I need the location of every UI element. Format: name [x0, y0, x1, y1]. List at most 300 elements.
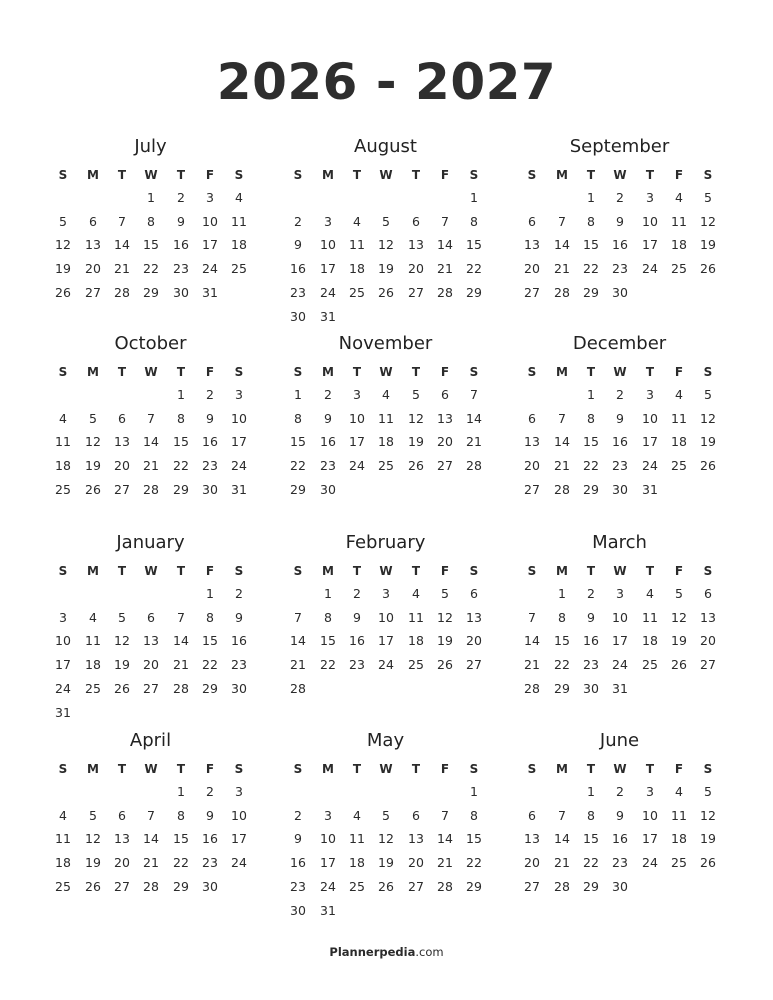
day-cell: 2 [294, 213, 302, 229]
day-cell: 10 [202, 213, 218, 229]
day-cell: 15 [173, 434, 189, 450]
day-cell: 14 [437, 831, 453, 847]
day-cell: 6 [470, 586, 478, 601]
weekday-header: W [379, 365, 393, 379]
weekday-header: W [613, 564, 627, 578]
day-cell: 9 [587, 609, 595, 625]
day-cell: 6 [441, 387, 449, 402]
day-cell: 8 [324, 609, 332, 625]
day-cell: 9 [353, 609, 361, 625]
day-cell: 28 [143, 481, 159, 497]
day-cell: 5 [382, 807, 390, 823]
day-cell: 14 [437, 237, 453, 253]
weekday-header: S [527, 564, 537, 578]
day-cell: 10 [55, 633, 71, 649]
footer-domain: .com [415, 945, 444, 959]
day-cell: 15 [466, 831, 482, 847]
day-cell: 31 [612, 680, 628, 696]
weekday-header: M [322, 564, 334, 578]
footer-brand [0, 944, 773, 960]
day-cell: 24 [231, 458, 247, 474]
day-cell: 6 [412, 807, 420, 823]
day-cell: 27 [524, 284, 540, 300]
day-cell: 15 [290, 434, 306, 450]
day-cell: 9 [616, 410, 624, 426]
day-cell: 10 [231, 807, 247, 823]
day-cell: 23 [612, 261, 628, 277]
day-cell: 8 [147, 213, 155, 229]
day-cell: 13 [524, 831, 540, 847]
day-cell: 11 [671, 807, 687, 823]
day-cell: 26 [114, 680, 130, 696]
weekday-header: T [176, 564, 186, 578]
day-cell: 11 [671, 410, 687, 426]
weekday-header: F [440, 168, 450, 182]
day-cell: 4 [412, 586, 420, 601]
day-cell: 27 [408, 284, 424, 300]
day-cell: 31 [320, 902, 336, 918]
day-cell: 19 [378, 261, 394, 277]
day-cell: 25 [85, 680, 101, 696]
day-cell: 16 [612, 237, 628, 253]
weekday-header: M [87, 365, 99, 379]
weekday-header: F [205, 168, 215, 182]
day-cell: 30 [320, 481, 336, 497]
day-cell: 7 [147, 410, 155, 426]
day-cell: 11 [231, 213, 247, 229]
day-cell: 1 [294, 387, 302, 402]
day-cell: 3 [324, 807, 332, 823]
day-cell: 20 [524, 261, 540, 277]
weekday-header: M [556, 762, 568, 776]
weekday-header: T [645, 564, 655, 578]
day-cell: 13 [114, 831, 130, 847]
day-cell: 3 [206, 190, 214, 205]
day-cell: 8 [587, 213, 595, 229]
day-cell: 4 [675, 190, 683, 205]
day-cell: 12 [85, 831, 101, 847]
day-cell: 23 [612, 458, 628, 474]
weekday-header: W [379, 564, 393, 578]
weekday-header: T [411, 762, 421, 776]
day-cell: 22 [583, 261, 599, 277]
weekday-header: T [117, 762, 127, 776]
weekday-header: T [586, 365, 596, 379]
footer-brand-name: Plannerpedia [329, 945, 416, 959]
day-cell: 3 [616, 586, 624, 601]
day-cell: 18 [349, 261, 365, 277]
day-cell: 24 [202, 261, 218, 277]
weekday-header: W [613, 365, 627, 379]
month-name: December [572, 333, 667, 354]
month-name: March [592, 532, 647, 553]
day-cell: 10 [642, 410, 658, 426]
day-cell: 9 [235, 609, 243, 625]
day-cell: 15 [320, 633, 336, 649]
day-cell: 17 [320, 855, 336, 871]
weekday-header: S [58, 365, 68, 379]
month-name: May [366, 730, 405, 751]
weekday-header: T [117, 564, 127, 578]
day-cell: 24 [642, 261, 658, 277]
day-cell: 19 [700, 831, 716, 847]
day-cell: 23 [202, 855, 218, 871]
day-cell: 9 [294, 831, 302, 847]
day-cell: 15 [466, 237, 482, 253]
day-cell: 29 [290, 481, 306, 497]
day-cell: 20 [524, 855, 540, 871]
day-cell: 13 [466, 609, 482, 625]
day-cell: 26 [437, 657, 453, 673]
day-cell: 29 [173, 878, 189, 894]
day-cell: 22 [583, 855, 599, 871]
day-cell: 30 [612, 878, 628, 894]
weekday-header: S [527, 365, 537, 379]
weekday-header: S [234, 168, 244, 182]
day-cell: 29 [143, 284, 159, 300]
day-cell: 5 [704, 190, 712, 205]
day-cell: 4 [235, 190, 243, 205]
day-cell: 5 [382, 213, 390, 229]
day-cell: 8 [587, 807, 595, 823]
weekday-header: W [379, 168, 393, 182]
day-cell: 22 [554, 657, 570, 673]
day-cell: 16 [612, 831, 628, 847]
day-cell: 10 [612, 609, 628, 625]
day-cell: 21 [554, 261, 570, 277]
day-cell: 26 [408, 458, 424, 474]
day-cell: 5 [675, 586, 683, 601]
month-name: November [338, 333, 433, 354]
day-cell: 3 [646, 387, 654, 402]
weekday-header: F [205, 365, 215, 379]
day-cell: 13 [437, 410, 453, 426]
day-cell: 2 [616, 387, 624, 402]
day-cell: 26 [700, 458, 716, 474]
day-cell: 29 [583, 878, 599, 894]
day-cell: 4 [353, 213, 361, 229]
day-cell: 20 [114, 458, 130, 474]
day-cell: 25 [671, 458, 687, 474]
weekday-header: T [117, 168, 127, 182]
day-cell: 3 [382, 586, 390, 601]
weekday-header: S [703, 564, 713, 578]
day-cell: 3 [59, 609, 67, 625]
day-cell: 22 [143, 261, 159, 277]
day-cell: 28 [173, 680, 189, 696]
day-cell: 2 [353, 586, 361, 601]
weekday-header: M [322, 168, 334, 182]
day-cell: 28 [524, 680, 540, 696]
weekday-header: M [556, 168, 568, 182]
day-cell: 2 [206, 784, 214, 799]
day-cell: 4 [646, 586, 654, 601]
day-cell: 30 [583, 680, 599, 696]
day-cell: 19 [700, 434, 716, 450]
day-cell: 30 [290, 308, 306, 324]
day-cell: 18 [378, 434, 394, 450]
day-cell: 25 [231, 261, 247, 277]
weekday-header: T [645, 762, 655, 776]
day-cell: 4 [59, 410, 67, 426]
day-cell: 14 [143, 434, 159, 450]
day-cell: 4 [353, 807, 361, 823]
day-cell: 21 [173, 657, 189, 673]
day-cell: 14 [114, 237, 130, 253]
day-cell: 14 [466, 410, 482, 426]
day-cell: 15 [173, 831, 189, 847]
day-cell: 6 [528, 410, 536, 426]
day-cell: 17 [642, 434, 658, 450]
day-cell: 21 [554, 458, 570, 474]
day-cell: 17 [231, 831, 247, 847]
day-cell: 7 [177, 609, 185, 625]
day-cell: 1 [324, 586, 332, 601]
day-cell: 8 [587, 410, 595, 426]
day-cell: 21 [524, 657, 540, 673]
day-cell: 12 [378, 831, 394, 847]
day-cell: 24 [349, 458, 365, 474]
day-cell: 19 [437, 633, 453, 649]
day-cell: 14 [524, 633, 540, 649]
weekday-header: S [703, 168, 713, 182]
day-cell: 16 [349, 633, 365, 649]
day-cell: 14 [143, 831, 159, 847]
day-cell: 1 [470, 190, 478, 205]
day-cell: 21 [437, 855, 453, 871]
day-cell: 20 [437, 434, 453, 450]
weekday-header: S [58, 762, 68, 776]
day-cell: 26 [85, 481, 101, 497]
day-cell: 17 [612, 633, 628, 649]
weekday-header: W [613, 168, 627, 182]
weekday-header: S [527, 168, 537, 182]
day-cell: 30 [202, 878, 218, 894]
day-cell: 17 [202, 237, 218, 253]
day-cell: 5 [704, 784, 712, 799]
day-cell: 29 [202, 680, 218, 696]
weekday-header: T [352, 168, 362, 182]
day-cell: 10 [320, 237, 336, 253]
day-cell: 24 [378, 657, 394, 673]
weekday-header: F [674, 168, 684, 182]
month-name: August [354, 136, 417, 157]
day-cell: 8 [177, 410, 185, 426]
day-cell: 8 [206, 609, 214, 625]
day-cell: 8 [470, 807, 478, 823]
day-cell: 3 [235, 387, 243, 402]
day-cell: 27 [114, 481, 130, 497]
day-cell: 13 [85, 237, 101, 253]
day-cell: 19 [671, 633, 687, 649]
day-cell: 13 [143, 633, 159, 649]
day-cell: 5 [441, 586, 449, 601]
day-cell: 17 [642, 831, 658, 847]
day-cell: 23 [231, 657, 247, 673]
weekday-header: M [87, 564, 99, 578]
day-cell: 8 [470, 213, 478, 229]
day-cell: 20 [408, 261, 424, 277]
page-title: 2026 - 2027 [216, 53, 557, 111]
weekday-header: S [234, 365, 244, 379]
day-cell: 20 [408, 855, 424, 871]
day-cell: 12 [55, 237, 71, 253]
weekday-header: S [469, 168, 479, 182]
weekday-header: S [293, 168, 303, 182]
day-cell: 22 [466, 261, 482, 277]
day-cell: 25 [408, 657, 424, 673]
day-cell: 19 [700, 237, 716, 253]
weekday-header: M [322, 762, 334, 776]
day-cell: 18 [55, 855, 71, 871]
weekday-header: S [703, 762, 713, 776]
day-cell: 15 [583, 434, 599, 450]
day-cell: 16 [202, 831, 218, 847]
day-cell: 21 [143, 458, 159, 474]
day-cell: 24 [642, 458, 658, 474]
day-cell: 9 [324, 410, 332, 426]
day-cell: 25 [642, 657, 658, 673]
day-cell: 26 [55, 284, 71, 300]
day-cell: 17 [642, 237, 658, 253]
day-cell: 9 [206, 807, 214, 823]
day-cell: 2 [235, 586, 243, 601]
day-cell: 22 [320, 657, 336, 673]
day-cell: 4 [675, 784, 683, 799]
day-cell: 24 [55, 680, 71, 696]
weekday-header: S [527, 762, 537, 776]
day-cell: 20 [85, 261, 101, 277]
weekday-header: S [234, 564, 244, 578]
day-cell: 19 [114, 657, 130, 673]
weekday-header: M [556, 564, 568, 578]
day-cell: 22 [202, 657, 218, 673]
day-cell: 14 [554, 237, 570, 253]
day-cell: 8 [177, 807, 185, 823]
day-cell: 30 [612, 284, 628, 300]
day-cell: 11 [408, 609, 424, 625]
day-cell: 6 [147, 609, 155, 625]
weekday-header: F [674, 564, 684, 578]
day-cell: 13 [408, 831, 424, 847]
day-cell: 21 [466, 434, 482, 450]
day-cell: 13 [114, 434, 130, 450]
day-cell: 27 [143, 680, 159, 696]
day-cell: 23 [320, 458, 336, 474]
day-cell: 2 [324, 387, 332, 402]
day-cell: 25 [55, 878, 71, 894]
day-cell: 25 [671, 855, 687, 871]
day-cell: 3 [646, 190, 654, 205]
weekday-header: T [176, 762, 186, 776]
day-cell: 11 [55, 434, 71, 450]
day-cell: 6 [412, 213, 420, 229]
day-cell: 28 [554, 284, 570, 300]
day-cell: 10 [231, 410, 247, 426]
weekday-header: F [440, 564, 450, 578]
day-cell: 23 [173, 261, 189, 277]
weekday-header: F [205, 564, 215, 578]
day-cell: 23 [583, 657, 599, 673]
day-cell: 12 [700, 807, 716, 823]
day-cell: 11 [378, 410, 394, 426]
day-cell: 27 [85, 284, 101, 300]
day-cell: 11 [349, 237, 365, 253]
weekday-header: W [144, 762, 158, 776]
weekday-header: F [674, 365, 684, 379]
day-cell: 28 [437, 284, 453, 300]
day-cell: 18 [349, 855, 365, 871]
day-cell: 5 [412, 387, 420, 402]
day-cell: 1 [177, 387, 185, 402]
day-cell: 19 [408, 434, 424, 450]
weekday-header: T [411, 564, 421, 578]
weekday-header: T [645, 168, 655, 182]
day-cell: 10 [320, 831, 336, 847]
day-cell: 16 [290, 855, 306, 871]
day-cell: 12 [700, 410, 716, 426]
day-cell: 1 [147, 190, 155, 205]
weekday-header: T [117, 365, 127, 379]
day-cell: 3 [353, 387, 361, 402]
day-cell: 13 [408, 237, 424, 253]
day-cell: 26 [378, 878, 394, 894]
day-cell: 10 [378, 609, 394, 625]
day-cell: 24 [320, 878, 336, 894]
day-cell: 21 [290, 657, 306, 673]
weekday-header: T [586, 168, 596, 182]
weekday-header: T [411, 168, 421, 182]
day-cell: 21 [114, 261, 130, 277]
day-cell: 29 [583, 481, 599, 497]
day-cell: 16 [612, 434, 628, 450]
day-cell: 1 [470, 784, 478, 799]
day-cell: 16 [320, 434, 336, 450]
day-cell: 1 [587, 190, 595, 205]
weekday-header: F [205, 762, 215, 776]
day-cell: 25 [55, 481, 71, 497]
day-cell: 20 [114, 855, 130, 871]
weekday-header: M [556, 365, 568, 379]
day-cell: 28 [466, 458, 482, 474]
day-cell: 2 [587, 586, 595, 601]
day-cell: 16 [290, 261, 306, 277]
day-cell: 15 [554, 633, 570, 649]
day-cell: 27 [466, 657, 482, 673]
weekday-header: T [586, 564, 596, 578]
day-cell: 24 [231, 855, 247, 871]
day-cell: 23 [202, 458, 218, 474]
day-cell: 22 [173, 458, 189, 474]
day-cell: 20 [700, 633, 716, 649]
day-cell: 29 [173, 481, 189, 497]
weekday-header: W [613, 762, 627, 776]
day-cell: 17 [378, 633, 394, 649]
day-cell: 30 [612, 481, 628, 497]
day-cell: 15 [143, 237, 159, 253]
day-cell: 17 [320, 261, 336, 277]
weekday-header: T [352, 365, 362, 379]
day-cell: 30 [231, 680, 247, 696]
day-cell: 24 [612, 657, 628, 673]
day-cell: 18 [642, 633, 658, 649]
day-cell: 8 [294, 410, 302, 426]
day-cell: 31 [320, 308, 336, 324]
day-cell: 11 [642, 609, 658, 625]
day-cell: 21 [554, 855, 570, 871]
day-cell: 1 [206, 586, 214, 601]
weekday-header: W [379, 762, 393, 776]
